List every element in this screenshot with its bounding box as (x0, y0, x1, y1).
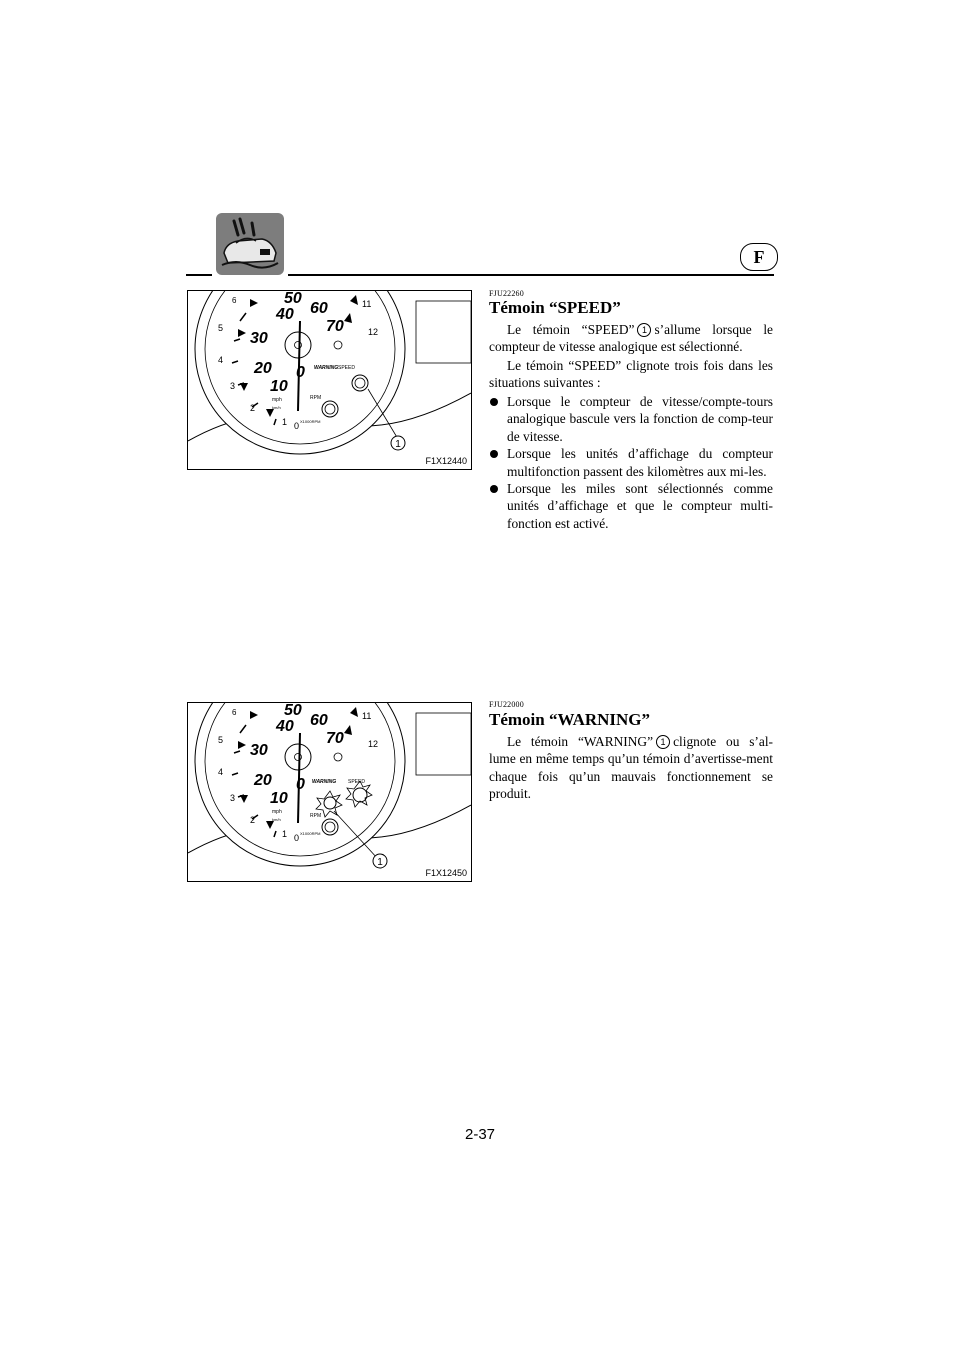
section-title: Témoin “WARNING” (489, 710, 651, 729)
speed-label: SPEED (338, 365, 355, 371)
rpm-scale-label: 0 (294, 421, 300, 431)
figure-code: F1X12450 (425, 868, 467, 878)
paragraph (489, 733, 773, 803)
warning-label: WARNING (312, 779, 337, 785)
list-item-text: Lorsque les unités d’affichage du compteur multifonction passent des kilomètres aux mi-les. (507, 446, 773, 479)
list-item (489, 393, 773, 445)
rpm-scale-label: 4 (218, 355, 224, 365)
kmh-label: km/h (272, 817, 281, 822)
mph-label: mph (272, 809, 282, 815)
bullet-icon (490, 450, 498, 458)
figure-code: F1X12440 (425, 456, 467, 466)
rpm-scale-label: 5 (218, 735, 224, 745)
rpm-scale-label: 1 (282, 417, 288, 427)
warning-label: WARNING (314, 365, 339, 371)
bullet-icon (490, 485, 498, 493)
watercraft-icon (216, 213, 284, 275)
rpm-scale-label: 1 (282, 829, 288, 839)
scale-label: 20 (254, 772, 272, 789)
bullet-list (489, 393, 773, 532)
language-badge: F (740, 243, 778, 271)
list-item-text: Lorsque les miles sont sélectionnés comme unités d’affichage et que le compteur multi-fonction est activé. (507, 481, 773, 531)
scale-label: 50 (284, 291, 302, 307)
list-item (489, 445, 773, 480)
rpm-scale-label: 4 (218, 767, 224, 777)
scale-label: 70 (326, 730, 344, 747)
scale-label: 40 (276, 306, 294, 323)
rpm-label: RPM (310, 395, 322, 401)
rpm-label: RPM (310, 813, 322, 819)
paragraph: Le témoin “SPEED” clignote trois fois dans les situations suivantes : (489, 358, 773, 391)
rpm-unit-label: X1000RPM (300, 419, 321, 424)
scale-label: 10 (270, 378, 288, 395)
scale-label: 10 (270, 790, 288, 807)
section-title: Témoin “SPEED” (489, 298, 621, 317)
rpm-scale-label: 2 (250, 403, 256, 413)
bullet-icon (490, 398, 498, 406)
rpm-scale-label: 11 (362, 711, 372, 721)
speed-label: SPEED (348, 779, 365, 785)
rpm-scale-label: 5 (218, 323, 224, 333)
paragraph-text: Le témoin “WARNING” (507, 734, 654, 749)
scale-label: 30 (250, 330, 268, 347)
ref-code: FJU22000 (489, 700, 524, 709)
scale-label: 0 (296, 776, 305, 793)
scale-label: 60 (310, 300, 328, 317)
rpm-scale-label: 3 (230, 793, 236, 803)
header-rule-right (288, 274, 774, 276)
rpm-scale-label: 6 (232, 708, 237, 717)
rpm-scale-label: 12 (368, 739, 379, 749)
scale-label: 30 (250, 742, 268, 759)
header-rule-left (186, 274, 212, 276)
scale-label: 20 (254, 360, 272, 377)
callout-marker: 1 (656, 735, 670, 749)
rpm-scale-label: 0 (294, 833, 300, 843)
scale-label: 50 (284, 703, 302, 719)
paragraph-text: clignote ou s’al-lume en même temps qu’un témoin d’avertisse-ment chaque fois qu’un mauvais fonctionnement se produit. (489, 734, 774, 802)
ref-code: FJU22260 (489, 289, 524, 298)
scale-label: 70 (326, 318, 344, 335)
paragraph (489, 321, 773, 356)
rpm-unit-label: X1000RPM (300, 831, 321, 836)
gauge-figure-warning (187, 702, 472, 882)
kmh-label: km/h (272, 405, 281, 410)
figure-callout: 1 (395, 439, 401, 450)
rpm-scale-label: 11 (362, 299, 372, 309)
rpm-scale-label: 2 (250, 815, 256, 825)
mph-label: mph (272, 397, 282, 403)
gauge-drawing (188, 291, 471, 469)
gauge-drawing (188, 703, 471, 881)
paragraph-text: s’allume lorsque le compteur de vitesse analogique est sélectionné. (489, 322, 773, 355)
gauge-figure-speed (187, 290, 472, 470)
rpm-scale-label: 3 (230, 381, 236, 391)
callout-marker: 1 (637, 323, 651, 337)
scale-label: 40 (276, 718, 294, 735)
list-item (489, 480, 773, 532)
list-item-text: Lorsque le compteur de vitesse/compte-tours analogique bascule vers la fonction de comp-teur de vitesse. (507, 394, 773, 444)
page-number: 2-37 (464, 1126, 496, 1143)
scale-label: 60 (310, 712, 328, 729)
rpm-scale-label: 6 (232, 296, 237, 305)
scale-label: 0 (296, 364, 305, 381)
figure-callout: 1 (377, 857, 383, 868)
rpm-scale-label: 12 (368, 327, 379, 337)
paragraph-text: Le témoin “SPEED” (507, 322, 635, 337)
